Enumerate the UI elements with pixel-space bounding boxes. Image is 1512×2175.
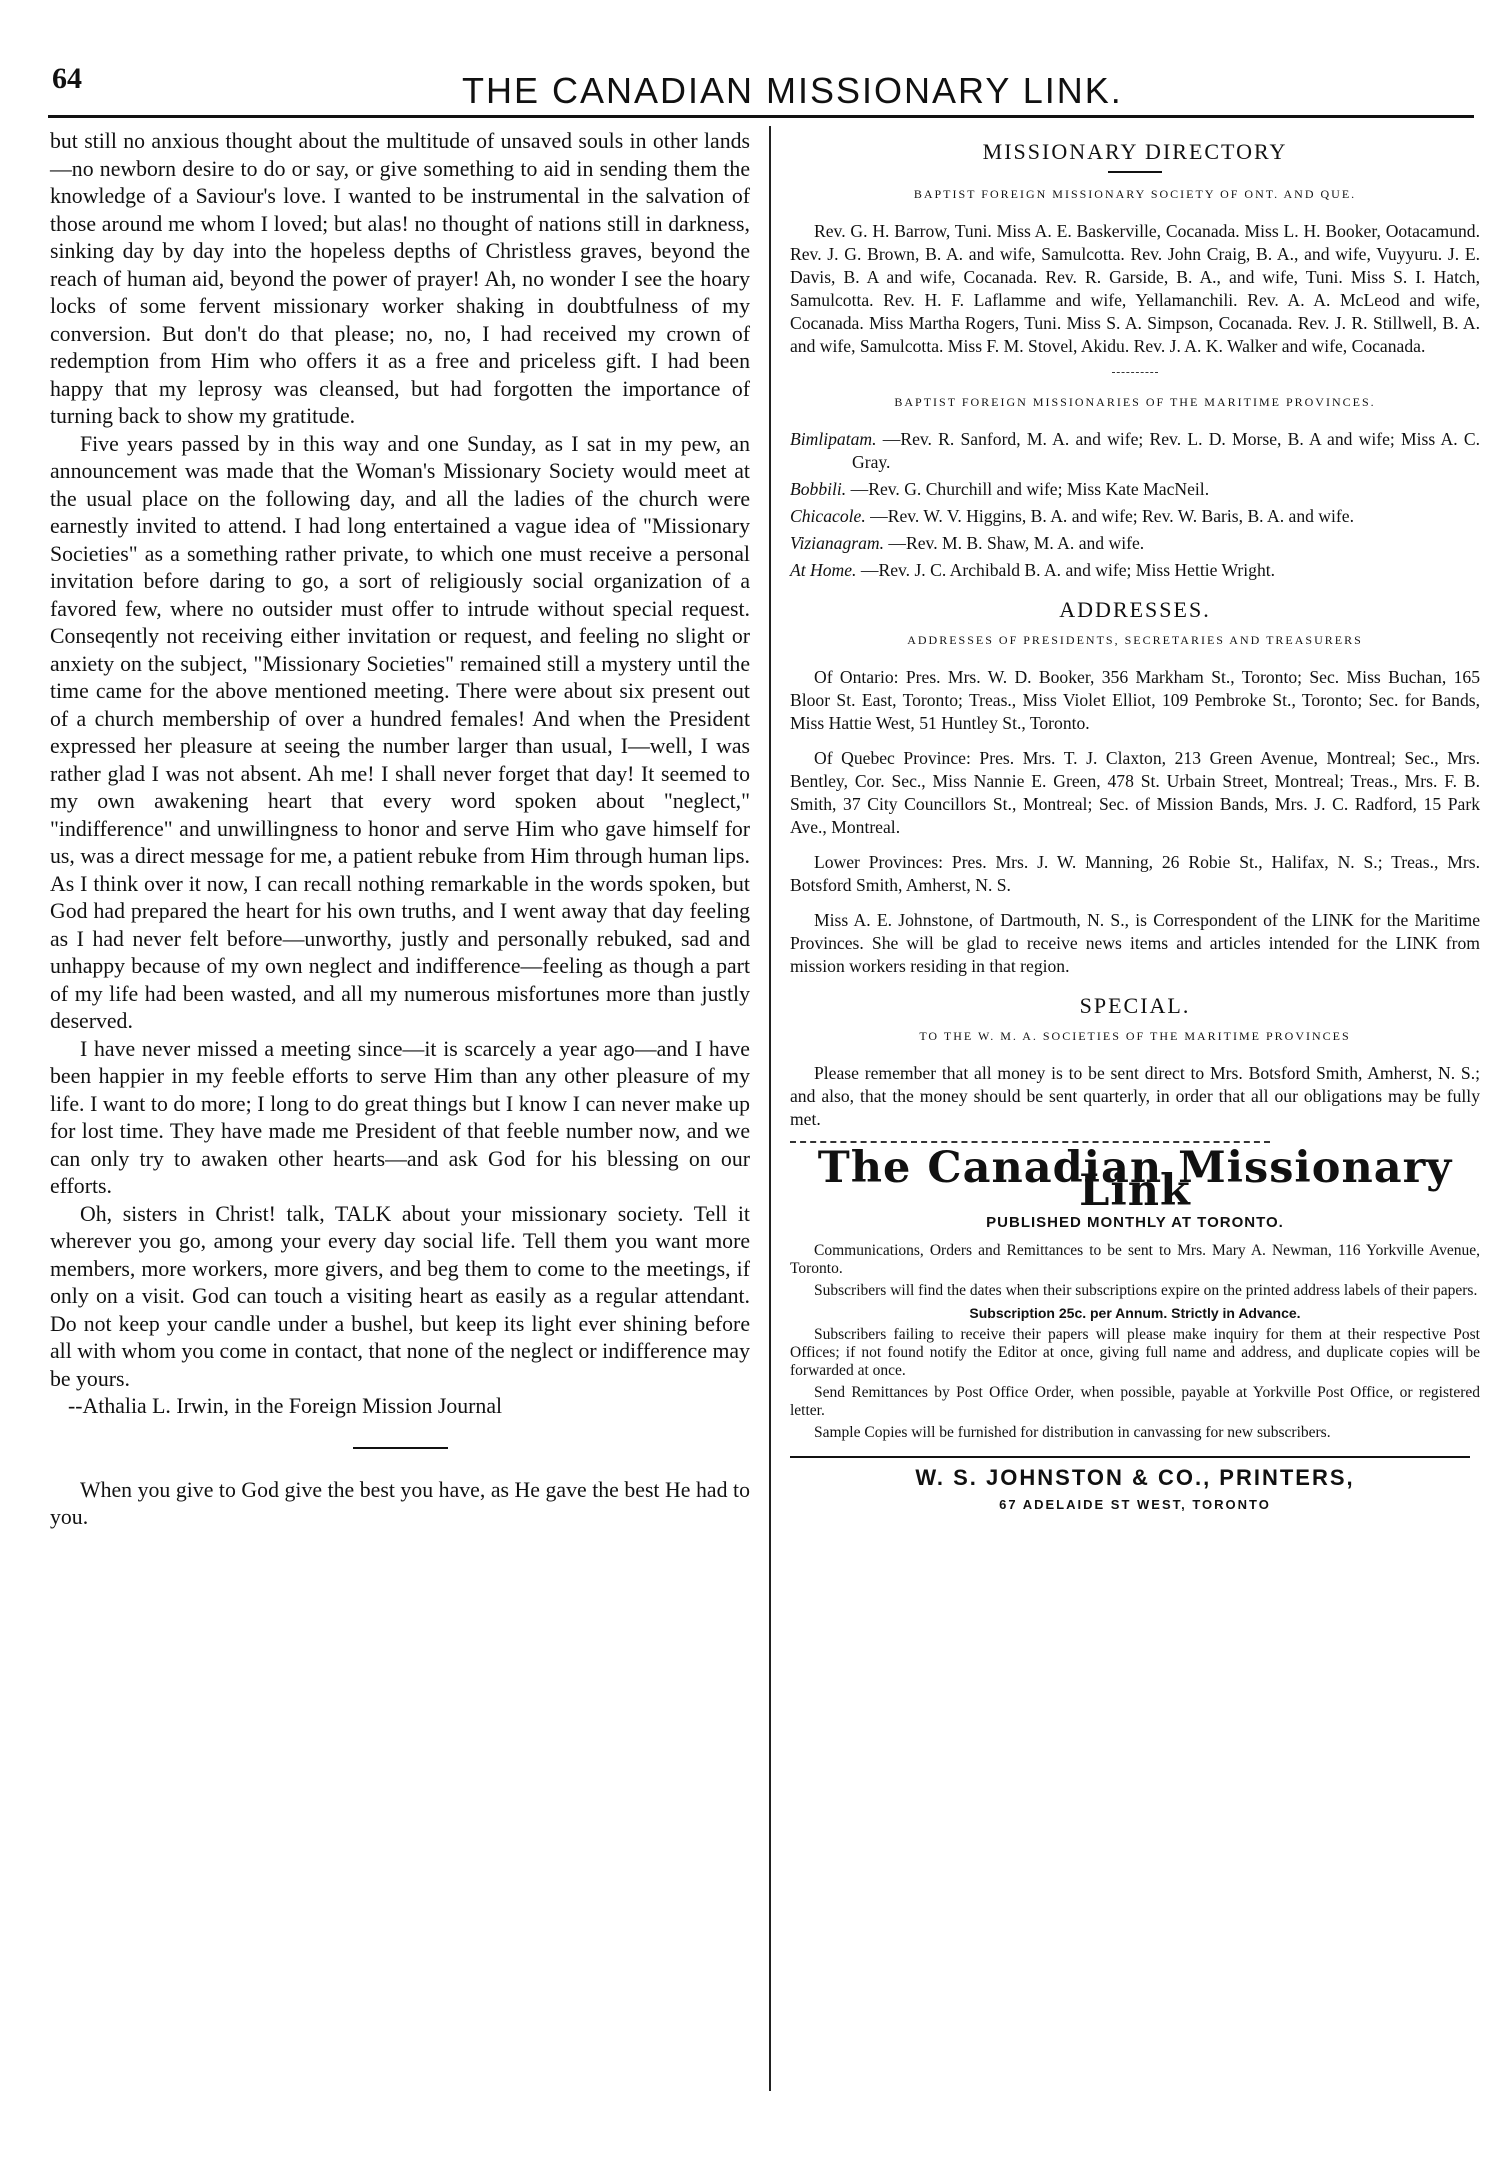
footer-rule: [790, 1456, 1470, 1458]
article-paragraph: I have never missed a meeting since—it is scarcely a year ago—and I have been happier in my feeble efforts to serve Him than any other pleasure of my life. I want to do more; I long to do great things but I know I can never make up for lost time. They have made me President of that feeble number now, and we can only try to awaken other hearts—and ask God for his blessing on our efforts.: [50, 1036, 750, 1198]
station-place: At Home.: [790, 560, 857, 580]
special-text: Please remember that all money is to be sent direct to Mrs. Botsford Smith, Amherst, N. S.; and also, that the money should be sent quarterly, in order that all our obligations may be fully met.: [790, 1063, 1480, 1129]
info-paragraph: Communications, Orders and Remittances to be sent to Mrs. Mary A. Newman, 116 Yorkville Avenue, Toronto.: [790, 1242, 1480, 1277]
page-number: 64: [52, 62, 82, 95]
left-column: [50, 128, 750, 1532]
station-entry: [790, 428, 1480, 474]
station-text: —Rev. W. V. Higgins, B. A. and wife; Rev. W. Baris, B. A. and wife.: [870, 506, 1354, 526]
printers-address: 67 ADELAIDE ST WEST, TORONTO: [999, 1497, 1271, 1512]
station-place: Vizianagram.: [790, 533, 884, 553]
ont-que-heading: BAPTIST FOREIGN MISSIONARY SOCIETY OF ONT. AND QUE.: [913, 187, 1357, 201]
printers-name: W. S. JOHNSTON & CO., PRINTERS,: [915, 1465, 1355, 1490]
info-paragraph: Sample Copies will be furnished for distribution in canvassing for new subscribers.: [814, 1424, 1331, 1441]
article-attribution: --Athalia L. Irwin, in the Foreign Mission Journal: [68, 1394, 503, 1418]
station-text: —Rev. J. C. Archibald B. A. and wife; Miss Hettie Wright.: [860, 560, 1276, 580]
station-entry: [790, 532, 1480, 555]
article-paragraph: but still no anxious thought about the multitude of unsaved souls in other lands—no newborn desire to do or say, or give something to aid in sending them the knowledge of a Saviour's love. I wanted to be instrumental in the salvation of those around me whom I loved; but alas! no thought of nations still in darkness, sinking day by day into the hopeless depths of Christless graves, beyond the reach of human aid, beyond the power of prayer! Ah, no wonder I see the hoary locks of some fervent missionary worker shaking in doubtfulness of my conversion. But don't do that please; no, no, I had received my crown of redemption from Him who offers it as a free and priceless gift. I had been happy that my leprosy was cleansed, but had forgotten the importance of turning back to show my gratitude.: [50, 129, 750, 428]
heading-rule: [1108, 171, 1162, 173]
station-text: —Rev. R. Sanford, M. A. and wife; Rev. L. D. Morse, B. A and wife; Miss A. C. Gray.: [852, 429, 1480, 472]
station-entry: [790, 559, 1480, 582]
station-entry: [790, 478, 1480, 501]
closing-quote: When you give to God give the best you have, as He gave the best He had to you.: [50, 1477, 750, 1529]
page-title: THE CANADIAN MISSIONARY LINK.: [462, 70, 1123, 111]
addresses-heading: ADDRESSES.: [1059, 597, 1211, 622]
ont-que-missionaries: Rev. G. H. Barrow, Tuni. Miss A. E. Baskerville, Cocanada. Miss L. H. Booker, Ootacamund. Rev. J. G. Brown, B. A. and wife, Samulcotta. Rev. John Craig, B. A., and wife, Vuyyuru. J. E. Davis, B. A and wife, Cocanada. Rev. R. Garside, B. A., and wife, Tuni. Miss S. I. Hatch, Samulcotta. Rev. H. F. Laflamme and wife, Yellamanchili. Rev. A. A. McLeod and wife, Cocanada. Miss Martha Rogers, Tuni. Miss S. A. Simpson, Cocanada. Rev. J. R. Stillwell, B. A. and wife, Samulcotta. Miss F. M. Stovel, Akidu. Rev. J. A. K. Walker and wife, Cocanada.: [790, 221, 1480, 356]
subscription-price: Subscription 25c. per Annum. Strictly in Advance.: [969, 1305, 1301, 1321]
info-paragraph: Subscribers will find the dates when their subscriptions expire on the printed address labels of their papers.: [814, 1282, 1478, 1299]
special-subheading: TO THE W. M. A. SOCIETIES OF THE MARITIME PROVINCES: [919, 1029, 1351, 1043]
station-place: Bimlipatam.: [790, 429, 877, 449]
maritime-heading: BAPTIST FOREIGN MISSIONARIES OF THE MARITIME PROVINCES.: [894, 395, 1376, 409]
address-entry: Of Ontario: Pres. Mrs. W. D. Booker, 356 Markham St., Toronto; Sec. Miss Buchan, 165 Bloor St. East, Toronto; Treas., Miss Violet Elliot, 109 Pembroke St., Toronto; Sec. for Bands, Miss Hattie West, 51 Huntley St., Toronto.: [790, 667, 1480, 733]
station-text: —Rev. G. Churchill and wife; Miss Kate MacNeil.: [850, 479, 1210, 499]
info-paragraph: Send Remittances by Post Office Order, when possible, payable at Yorkville Post Office, or registered letter.: [790, 1384, 1480, 1419]
directory-heading: MISSIONARY DIRECTORY: [982, 139, 1288, 164]
station-place: Chicacole.: [790, 506, 866, 526]
station-entry: [790, 505, 1480, 528]
column-rule: [769, 126, 771, 2091]
info-paragraph: Subscribers failing to receive their papers will please make inquiry for them at their respective Post Offices; if not found notify the Editor at once, giving full name and address, and duplicate copies will be forwarded at once.: [790, 1326, 1480, 1379]
address-entry: Miss A. E. Johnstone, of Dartmouth, N. S., is Correspondent of the LINK for the Maritime Provinces. She will be glad to receive news items and articles intended for the LINK from mission workers residing in that region.: [790, 910, 1480, 976]
article-paragraph: Oh, sisters in Christ! talk, TALK about your missionary society. Tell it wherever you go, among your every day social life. Tell them you want more members, more workers, more givers, and beg them to come to the meetings, if only on a visit. God can touch a visiting heart as easily as a regular attendant. Do not keep your candle under a bushel, but keep its light ever shining before all with whom you come in contact, that none of the neglect or indifference may be yours.: [50, 1201, 750, 1391]
masthead: The Canadian Missionary Link: [817, 1143, 1453, 1216]
section-divider: [353, 1447, 448, 1449]
special-heading: SPECIAL.: [1079, 993, 1191, 1018]
article-paragraph: Five years passed by in this way and one Sunday, as I sat in my pew, an announcement was made that the Woman's Missionary Society would meet at the usual place on the following day, and all the ladies of the church were earnestly invited to attend. I had long entertained a vague idea of "Missionary Societies" as a something rather private, to which one must receive a personal invitation before daring to go, a sort of religiously social organization of a favored few, where no outsider must offer to intrude without special request. Conseqently not receiving either invitation or request, and feeling no slight or anxiety on the subject, "Missionary Societies" remained still a mystery until the time came for the above mentioned meeting. There were about six present out of a church membership of over a hundred females! And when the President expressed her pleasure at seeing the number larger than usual, I—well, I was rather glad I was not absent. Ah me! I shall never forget that day! It seemed to my own awakening heart that every word spoken about "neglect," "indifference" and unwillingness to honor and serve Him who gave himself for us, was a direct message for me, a patient rebuke from Him through human lips. As I think over it now, I can recall nothing remarkable in the words spoken, but God had prepared the heart for his own truths, and I went away that day feeling as I had never felt before—unworthy, justly and personally rebuked, sad and unhappy because of my own neglect and indifference—feeling as though a part of my life had been wasted, and all my numerous misfortunes more than justly deserved.: [50, 431, 750, 1033]
station-text: —Rev. M. B. Shaw, M. A. and wife.: [888, 533, 1145, 553]
addresses-subheading: ADDRESSES OF PRESIDENTS, SECRETARIES AND TREASURERS: [907, 633, 1363, 647]
right-column: [790, 136, 1480, 1516]
published-line: PUBLISHED MONTHLY AT TORONTO.: [986, 1214, 1284, 1231]
divider: [1112, 372, 1158, 373]
address-entry: Of Quebec Province: Pres. Mrs. T. J. Claxton, 213 Green Avenue, Montreal; Sec., Mrs. Bentley, Cor. Sec., Miss Nannie E. Green, 478 St. Urbain Street, Montreal; Treas., Mrs. F. B. Smith, 37 City Councillors St., Montreal; Sec. of Mission Bands, Mrs. J. C. Radford, 15 Park Ave., Montreal.: [790, 748, 1480, 837]
station-place: Bobbili.: [790, 479, 847, 499]
header-rule: [48, 115, 1474, 118]
address-entry: Lower Provinces: Pres. Mrs. J. W. Manning, 26 Robie St., Halifax, N. S.; Treas., Mrs. Botsford Smith, Amherst, N. S.: [790, 852, 1480, 895]
